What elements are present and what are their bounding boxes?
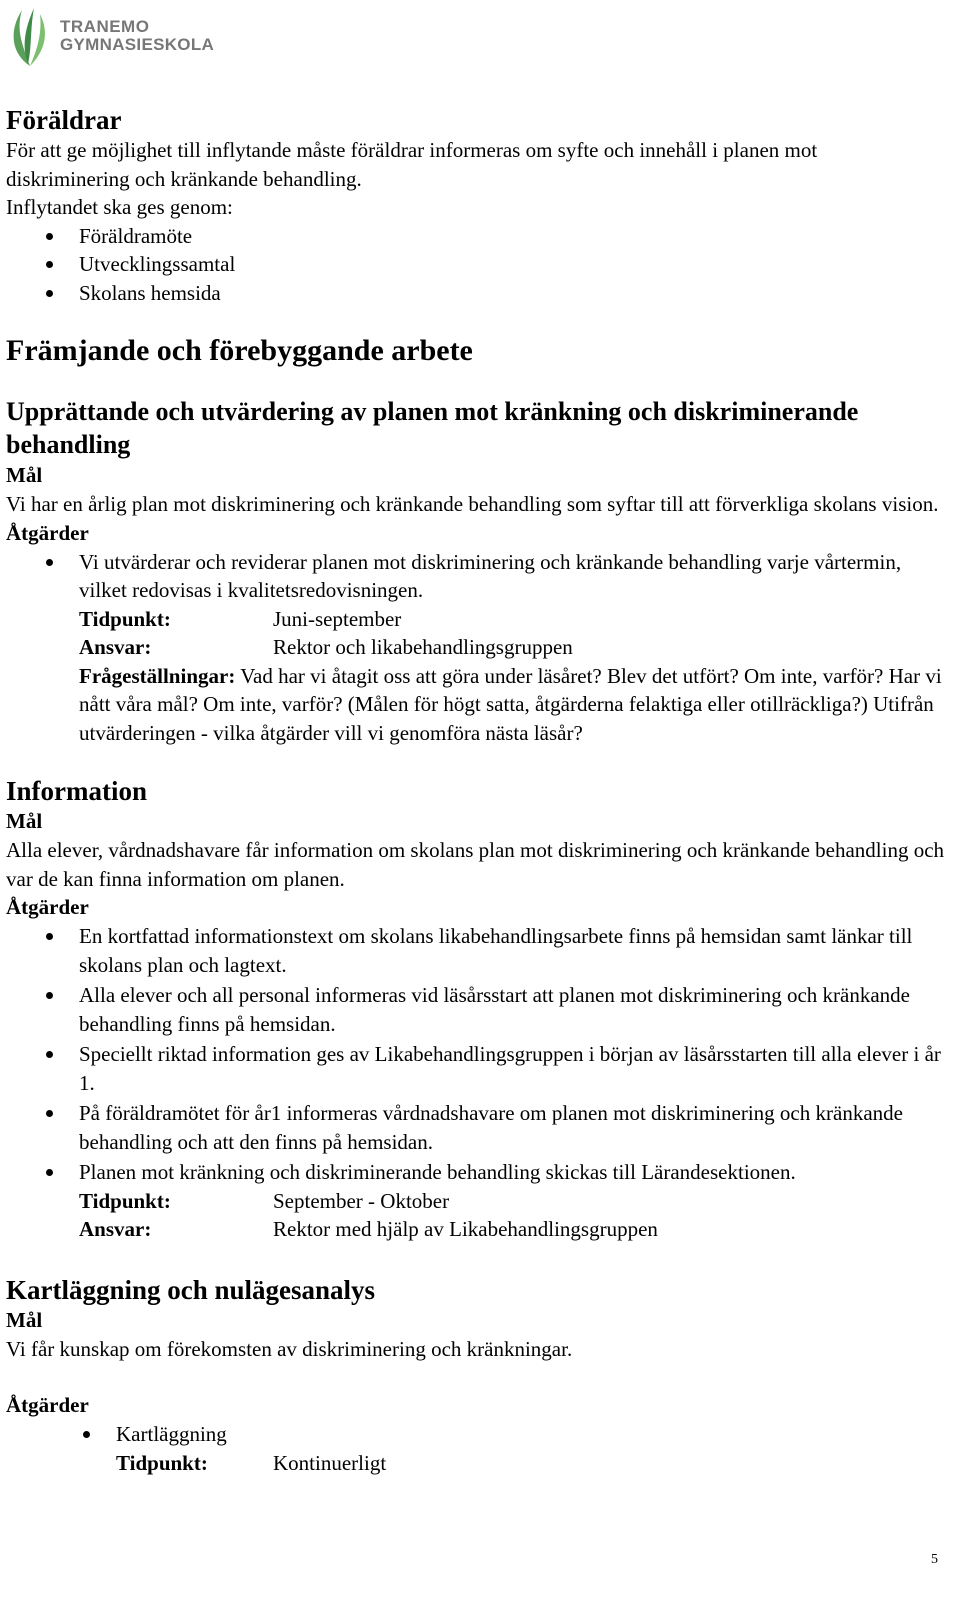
- list-item: Föräldramöte: [6, 222, 946, 251]
- kartlaggning-heading: Kartläggning och nulägesanalys: [6, 1274, 376, 1305]
- foraldrar-heading: Föräldrar: [6, 105, 122, 135]
- ansvar-label: Ansvar:: [79, 1217, 152, 1241]
- list-item: På föräldramötet för år1 informeras vårdnadshavare om planen mot diskriminering och kränkande behandling och att den finns på hemsidan.: [6, 1099, 946, 1156]
- atgarder-label: Åtgärder: [6, 1393, 89, 1417]
- tidpunkt-label: Tidpunkt:: [116, 1450, 208, 1475]
- list-item: Planen mot kränkning och diskriminerande behandling skickas till Lärandesektionen.: [6, 1158, 946, 1187]
- ansvar-value: Rektor med hjälp av Likabehandlingsgruppen: [273, 1217, 658, 1241]
- foraldrar-paragraph: För att ge möjlighet till inflytande måste föräldrar informeras om syfte och innehåll i planen mot diskriminering och kränkande behandling.: [6, 138, 818, 191]
- tidpunkt-label: Tidpunkt:: [79, 1188, 171, 1213]
- tidpunkt-label: Tidpunkt:: [79, 606, 171, 631]
- logo-name-line1: TRANEMO: [60, 17, 150, 36]
- mal-label: Mål: [6, 809, 43, 833]
- school-logo: [4, 4, 214, 68]
- upprattande-heading: Upprättande och utvärdering av planen mot kränkning och diskriminerande behandling: [6, 397, 859, 459]
- upprattande-list: [6, 548, 946, 605]
- tidpunkt-row: [6, 1449, 946, 1478]
- framjande-heading: Främjande och förebyggande arbete: [6, 334, 473, 367]
- ansvar-row: [6, 633, 946, 662]
- atgarder-label: Åtgärder: [6, 895, 89, 919]
- leaf-logo-icon: [4, 4, 56, 68]
- list-item: Utvecklingssamtal: [6, 250, 946, 279]
- list-item: Speciellt riktad information ges av Likabehandlingsgruppen i början av läsårsstarten till alla elever i år 1.: [6, 1040, 946, 1097]
- information-list: [6, 922, 946, 1187]
- mal-label: Mål: [6, 1307, 43, 1332]
- foraldrar-list: [6, 222, 946, 308]
- list-item: Vi utvärderar och reviderar planen mot diskriminering och kränkande behandling varje vårtermin, vilket redovisas i kvalitetsredovisningen.: [6, 548, 946, 605]
- list-item: Kartläggning: [6, 1420, 946, 1449]
- logo-name-line2: GYMNASIESKOLA: [60, 35, 215, 54]
- tidpunkt-row: [6, 1187, 946, 1216]
- mal-label: Mål: [6, 463, 43, 487]
- information-mal-text: Alla elever, vårdnadshavare får information om skolans plan mot diskriminering och kränkande behandling och var de kan finna information om planen.: [6, 838, 945, 891]
- ansvar-value: Rektor och likabehandlingsgruppen: [273, 635, 573, 659]
- foraldrar-intro: Inflytandet ska ges genom:: [6, 195, 233, 219]
- fragestallningar-text: Vad har vi åtagit oss att göra under läsåret? Blev det utfört? Om inte, varför? Har vi nått våra mål? Om inte, varför? (Målen för högt satta, åtgärderna felaktiga eller otillräckliga?) Utifrån utvärderingen - vilka åtgärder vill vi genomföra nästa läsår?: [79, 663, 942, 745]
- upprattande-mal-text: Vi har en årlig plan mot diskriminering och kränkande behandling som syftar till att förverkliga skolans vision.: [6, 492, 939, 516]
- information-heading: Information: [6, 776, 147, 806]
- fragestallningar-row: [6, 662, 946, 748]
- kartlaggning-mal-text: Vi får kunskap om förekomsten av diskriminering och kränkningar.: [6, 1336, 573, 1361]
- tidpunkt-value: Juni-september: [273, 606, 402, 631]
- ansvar-label: Ansvar:: [79, 635, 152, 659]
- list-item: Skolans hemsida: [6, 279, 946, 308]
- page-number: 5: [931, 1552, 938, 1567]
- tidpunkt-value: Kontinuerligt: [273, 1450, 387, 1475]
- kartlaggning-list: [6, 1420, 946, 1449]
- tidpunkt-value: September - Oktober: [273, 1188, 450, 1213]
- tidpunkt-row: [6, 605, 946, 634]
- list-item: Alla elever och all personal informeras vid läsårsstart att planen mot diskriminering och kränkande behandling finns på hemsidan.: [6, 981, 946, 1038]
- ansvar-row: [6, 1215, 946, 1244]
- fragestallningar-label: Frågeställningar:: [79, 663, 236, 688]
- atgarder-label: Åtgärder: [6, 520, 89, 545]
- list-item: En kortfattad informationstext om skolans likabehandlingsarbete finns på hemsidan samt länkar till skolans plan och lagtext.: [6, 922, 946, 979]
